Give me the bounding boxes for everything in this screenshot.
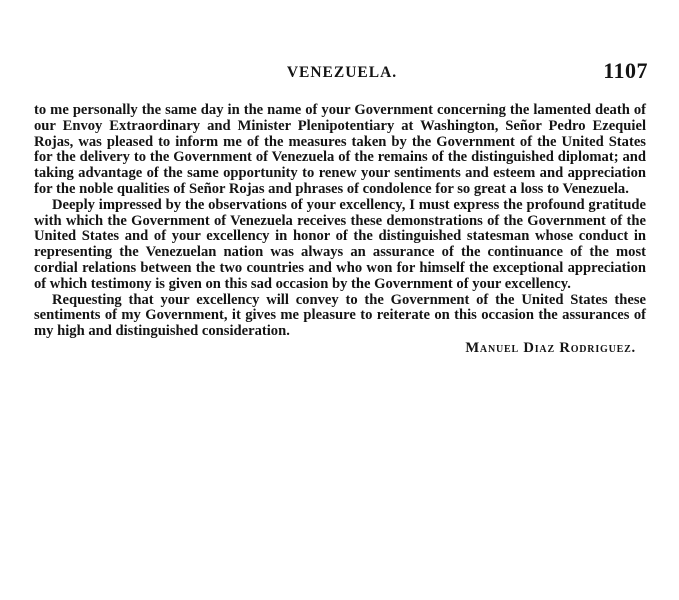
signature: Manuel Diaz Rodriguez. bbox=[465, 339, 636, 356]
page-number: 1107 bbox=[603, 58, 648, 83]
running-title: VENEZUELA. bbox=[286, 64, 398, 81]
running-head bbox=[36, 60, 648, 88]
paragraph-gratitude: Deeply impressed by the observations of your excellency, I must express the profound gratitude with which the Government of Venezuela receives these demonstrations of the Government of the United States and of your excellency in honor of the distinguished statesman whose conduct in representing the Venezuelan nation was always an assurance of the continuance of the most cordial relations between the two countries and who won for himself the exceptional appreciation of which testimony is given on this sad occasion by the Government of your excellency. bbox=[34, 196, 646, 292]
paragraph-closing: Requesting that your excellency will convey to the Government of the United States these sentiments of my Government, it gives me pleasure to reiterate on this occasion the assurances of my high and distinguished consideration. bbox=[34, 291, 646, 340]
letter-body bbox=[34, 103, 646, 356]
paragraph-continued: to me personally the same day in the name of your Government concerning the lamented death of our Envoy Extraordinary and Minister Plenipotentiary at Washington, Señor Pedro Ezequiel Rojas, was pleased to inform me of the measures taken by the Government of the United States for the delivery to the Government of Venezuela of the remains of the distinguished diplomat; and taking advantage of the same opportunity to renew your sentiments and esteem and appreciation for the noble qualities of Señor Rojas and phrases of condolence for so great a loss to Venezuela. bbox=[34, 102, 646, 197]
